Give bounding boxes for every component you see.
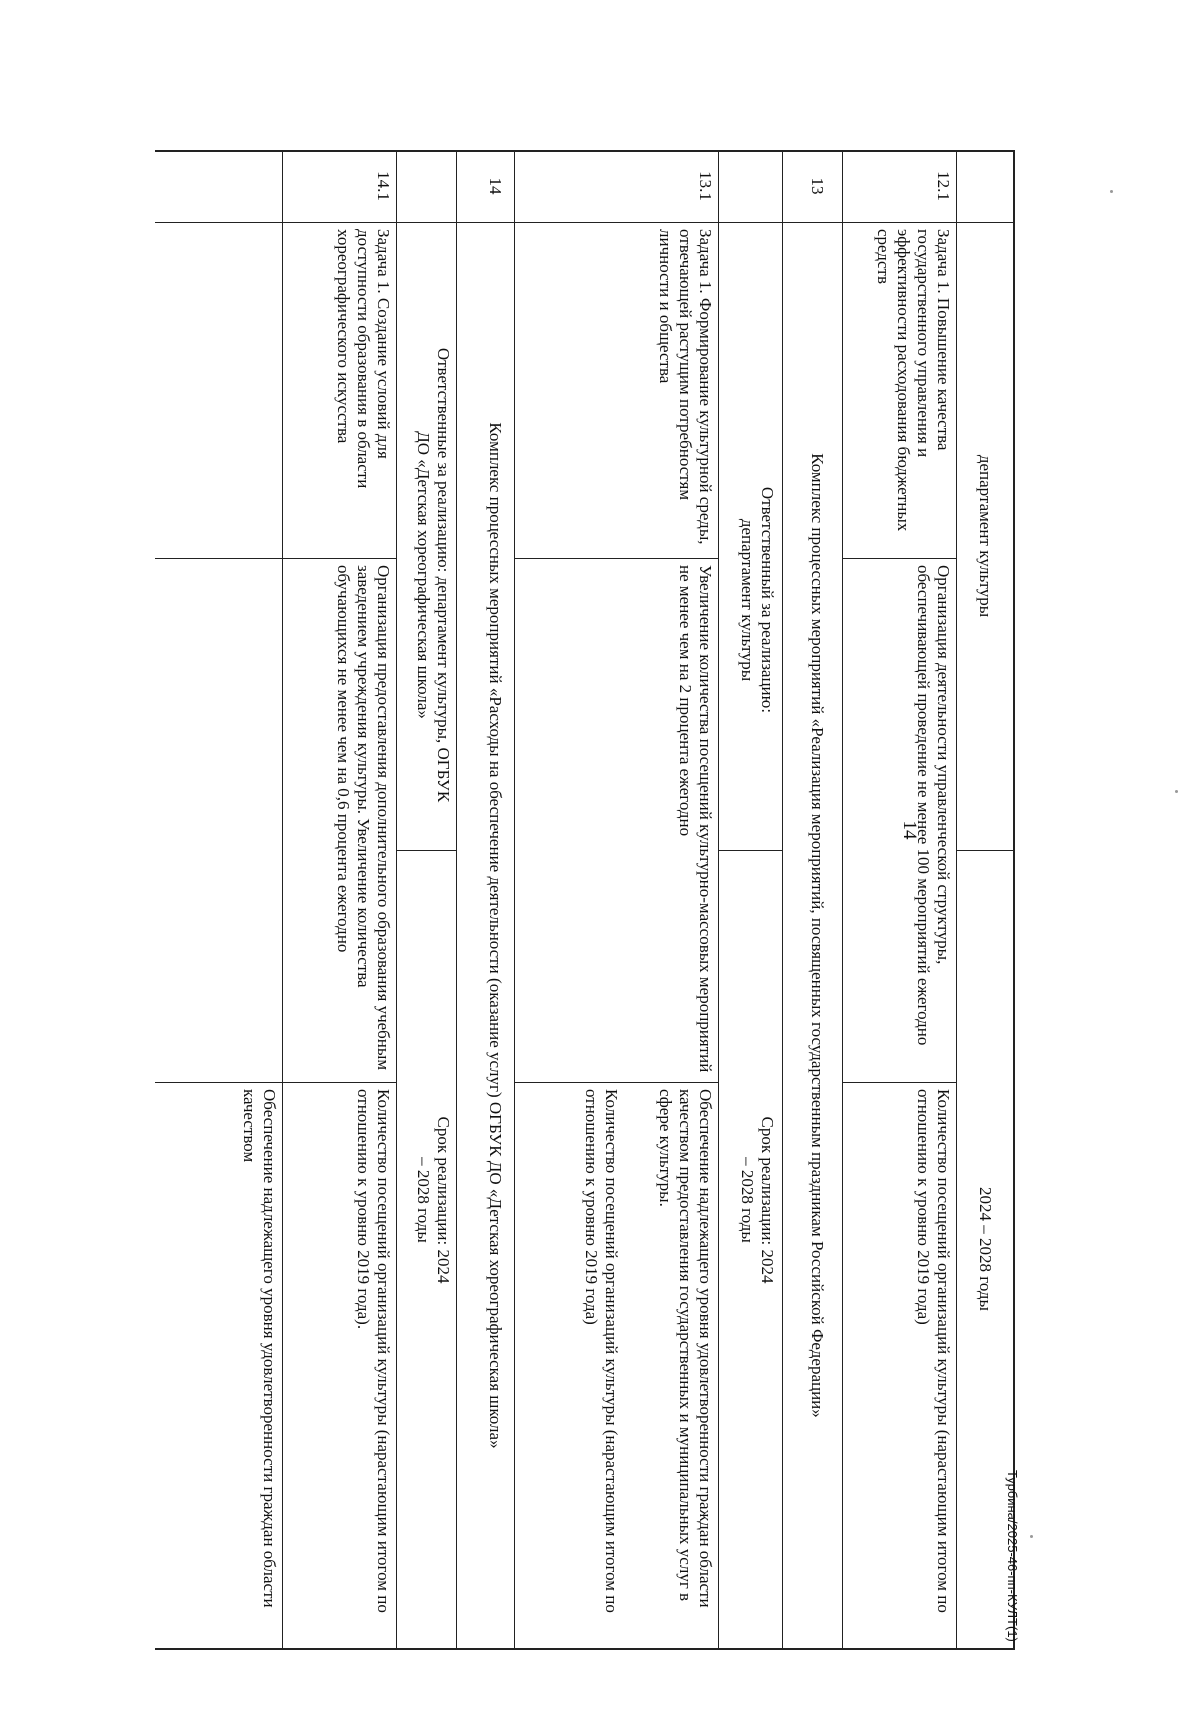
indicator-cell: Обеспечение надлежащего уровня удовлетворенности граждан области качеством [240, 1089, 279, 1608]
footer-reference: Турбина/2025-46-пп-КУЛТ(1) [1005, 1470, 1020, 1642]
row-number: 14.1 [374, 171, 393, 201]
indicator-cell: Количество посещений организаций культуры (нарастающим итогом по отношению к уровню 2019 года) [914, 1089, 953, 1613]
indicator-cell: Количество посещений организаций культуры (нарастающим итогом по отношению к уровню 2019 года) [582, 1089, 621, 1613]
table-line [456, 150, 457, 1650]
scan-speck [1030, 1535, 1033, 1538]
rotated-table [155, 150, 1015, 1650]
row-number: 14 [486, 177, 505, 195]
task-cell: Задача 1. Формирование культурной среды, отвечающей растущим потребностям личности и общества [656, 229, 715, 545]
top-term: 2024 – 2028 годы [976, 1187, 995, 1311]
effect-cell: Организация деятельности управленческой структуры, обеспечивающей проведение не менее 100 мероприятий ежегодно [914, 565, 953, 1046]
table-line [782, 150, 783, 1650]
section-title: Комплекс процессных мероприятий «Расходы на обеспечение деятельности (оказание услуг) ОГБУК ДО «Детская хореографическая школа» [486, 422, 505, 1449]
table-line [956, 150, 957, 1650]
top-responsible: департамент культуры [976, 454, 995, 618]
effect-cell: Организация предоставления дополнительного образования учебным заведением учреждения культуры. Увеличение количества обучающихся не менее чем на 0,6 процента ежегодно [334, 565, 393, 1071]
page-number: 14 [899, 820, 920, 840]
task-cell: Задача 1. Повышение качества государственного управления и эффективности расходования бюджетных средств [874, 229, 953, 532]
indicator-cell: Количество посещений организаций культуры (нарастающим итогом по отношению к уровню 2019 года). [354, 1089, 393, 1613]
term-cell: Срок реализации: 2024 – 2028 годы [738, 1116, 777, 1284]
term-cell: Срок реализации: 2024 – 2028 годы [414, 1116, 453, 1284]
table-line [155, 150, 1015, 152]
row-number: 13 [808, 177, 827, 195]
table-line [718, 150, 719, 1650]
effect-cell: Увеличение количества посещений культурно-массовых мероприятий не менее чем на 2 процента ежегодно [676, 565, 715, 1073]
row-number: 12.1 [934, 171, 953, 201]
scan-speck [1175, 790, 1178, 793]
table-line [1014, 150, 1016, 1650]
responsible-cell: Ответственные за реализацию: департамент культуры, ОГБУК ДО «Детская хореографическая школа» [414, 347, 453, 803]
responsible-cell: Ответственный за реализацию: департамент культуры [738, 486, 777, 714]
table-line [397, 850, 457, 851]
table-line [514, 150, 515, 1650]
section-title: Комплекс процессных мероприятий «Реализация мероприятий, посвященных государственным праздникам Российской Федерации» [808, 453, 827, 1418]
table-line [282, 150, 283, 1650]
scan-speck [1110, 190, 1113, 193]
table-line [719, 850, 783, 851]
row-number: 13.1 [696, 171, 715, 201]
indicator-cell: Обеспечение надлежащего уровня удовлетворенности граждан области качеством предоставления государственных и муниципальных услуг в сфере культуры. [656, 1089, 715, 1608]
task-cell: Задача 1. Создание условий для доступности образования в области хореографического искусства [334, 229, 393, 489]
